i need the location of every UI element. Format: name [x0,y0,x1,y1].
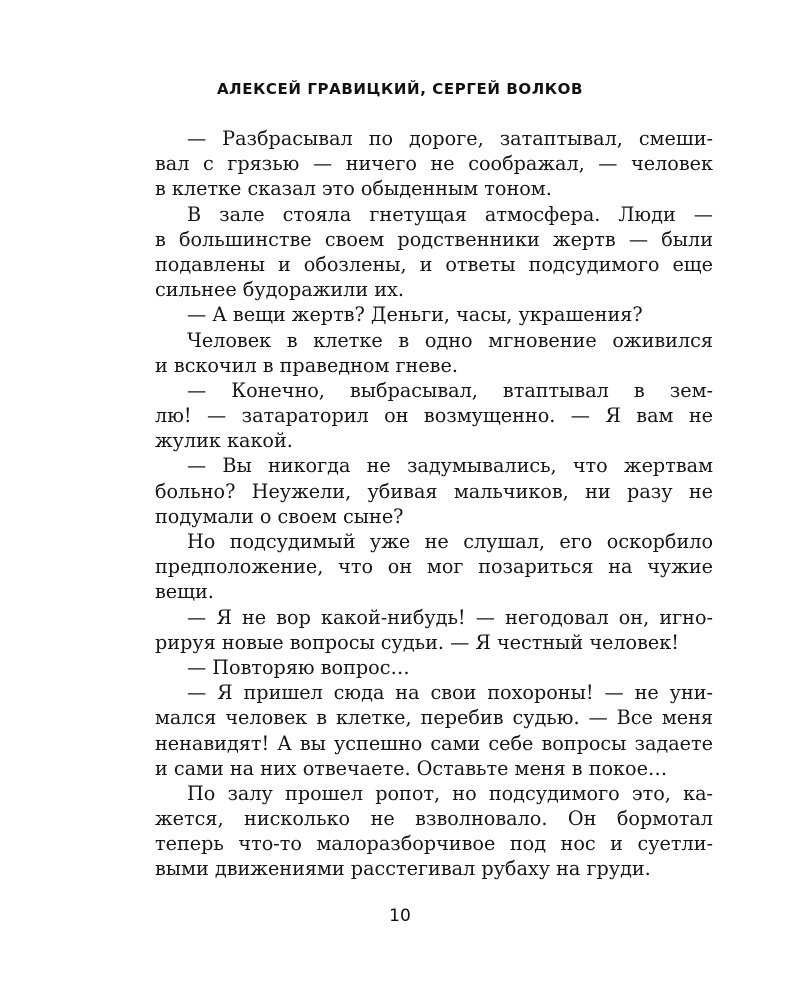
text-line: лю! — затараторил он возмущенно. — Я вам не [155,404,713,428]
text-line: в большинстве своем родственники жертв — были [155,227,713,251]
page-number: 10 [389,906,411,926]
text-line: и сами на них отвечаете. Оставьте меня в покое… [155,756,668,780]
text-line: — Разбрасывал по дороге, затаптывал, смеши- [187,127,713,150]
text-line: — Повторяю вопрос… [187,655,410,679]
text-line: сильнее будоражили их. [155,278,404,302]
text-line: жулик какой. [155,429,293,453]
text-line: — Вы никогда не задумывались, что жертвам [187,454,713,478]
text-line: По залу прошел ропот, но подсудимого это, ка- [187,781,713,805]
text-line: подавлены и обозлены, и ответы подсудимого еще [155,252,713,276]
text-line: мался человек в клетке, перебив судью. — Все меня [155,706,713,730]
text-line: В зале стояла гнетущая атмосфера. Люди — [187,202,713,226]
text-line: теперь что-то малоразборчивое под нос и суетли- [155,832,713,856]
text-line: — Конечно, выбрасывал, втаптывал в зем- [187,378,713,402]
text-line: — Я не вор какой-нибудь! — негодовал он, игно- [187,605,713,629]
text-line: Человек в клетке в одно мгновение оживился [187,328,713,352]
running-header: АЛЕКСЕЙ ГРАВИЦКИЙ, СЕРГЕЙ ВОЛКОВ [216,80,584,98]
text-line: выми движениями расстегивал рубаху на груди. [155,857,651,881]
text-line: в клетке сказал это обыденным тоном. [155,177,552,201]
text-line: подумали о своем сыне? [155,504,404,528]
text-line: рируя новые вопросы судьи. — Я честный человек! [155,630,679,654]
text-line: — А вещи жертв? Деньги, часы, украшения? [187,303,643,327]
text-line: ненавидят! А вы успешно сами себе вопросы задаете [155,731,713,755]
text-line: вещи. [155,580,214,604]
text-line: вал с грязью — ничего не соображал, — человек [155,152,713,176]
text-line: и вскочил в праведном гневе. [155,353,458,377]
text-line: предположение, что он мог позариться на чужие [155,555,713,579]
page-body-text [155,126,713,882]
text-line: — Я пришел сюда на свои похороны! — не уни- [187,681,713,705]
text-line: больно? Неужели, убивая мальчиков, ни разу не [155,479,713,503]
text-line: Но подсудимый уже не слушал, его оскорбило [187,530,713,553]
text-line: жется, нисколько не взволновало. Он бормотал [155,807,713,831]
